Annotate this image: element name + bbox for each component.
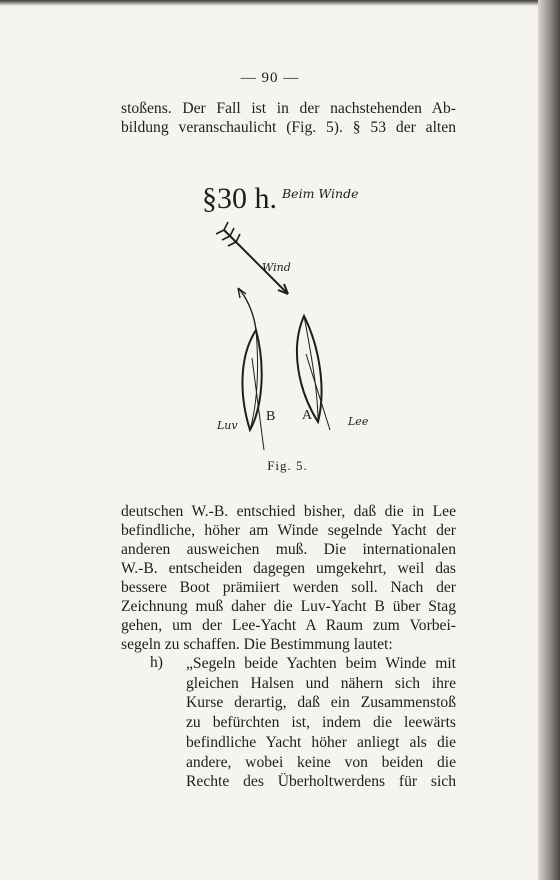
text-line: gleichen Halsen und nähern sich ihre	[186, 674, 456, 692]
text-line: deutschen W.-B. entschied bisher, daß die in Lee	[121, 503, 456, 520]
text-line: „Segeln beide Yachten beim Winde mit	[186, 655, 456, 672]
intro-paragraph	[121, 99, 456, 137]
text-line: Rechte des Überholtwerdens für sich	[186, 773, 456, 791]
luv-label: Luv	[217, 419, 238, 432]
text-line: zu befürchten ist, indem die leewärts	[186, 714, 456, 732]
lee-label: Lee	[348, 415, 369, 428]
text-line: bessere Boot prämiiert werden soll. Nach der	[121, 579, 456, 596]
figure-heading-section: §30 h.	[202, 182, 277, 215]
page-top-shadow	[0, 0, 560, 6]
text-line: W.-B. entscheiden dagegen umgekehrt, weil das	[121, 560, 456, 577]
text-line: befindliche, höher am Winde segelnde Yacht der	[121, 522, 456, 539]
text-line: anderen ausweichen muß. Die internationalen	[121, 541, 456, 558]
figure-caption: Fig. 5.	[267, 458, 308, 473]
yacht-a-label: A	[302, 408, 313, 423]
text-line: andere, wobei keine von beiden die	[186, 753, 456, 771]
wind-arrow-icon	[216, 222, 288, 294]
wind-label: Wind	[262, 261, 291, 274]
text-line: gehen, um der Lee-Yacht A Raum zum Vorbei-	[121, 617, 456, 634]
text-line: bildung veranschaulicht (Fig. 5). § 53 der alten	[121, 119, 456, 136]
yacht-b-icon	[238, 288, 264, 450]
text-line: Zeichnung muß daher die Luv-Yacht B über Stag	[121, 598, 456, 615]
text-line: befindliche Yacht höher anliegt als die	[186, 733, 456, 751]
figure-heading-script: Beim Winde	[282, 186, 359, 201]
yacht-b-label: B	[266, 409, 276, 424]
rule-label: h)	[150, 654, 163, 671]
figure-yacht-diagram	[190, 168, 380, 468]
body-paragraph	[121, 502, 456, 654]
text-line: segeln zu schaffen. Die Bestimmung lautet:	[121, 636, 393, 653]
text-line: Kurse derartig, daß ein Zusammenstoß	[186, 694, 456, 712]
rule-text	[186, 654, 456, 792]
text-line: stoßens. Der Fall ist in der nachstehenden Ab-	[121, 100, 456, 117]
page-number: — 90 —	[240, 70, 300, 86]
page-edge-shadow	[538, 0, 560, 880]
